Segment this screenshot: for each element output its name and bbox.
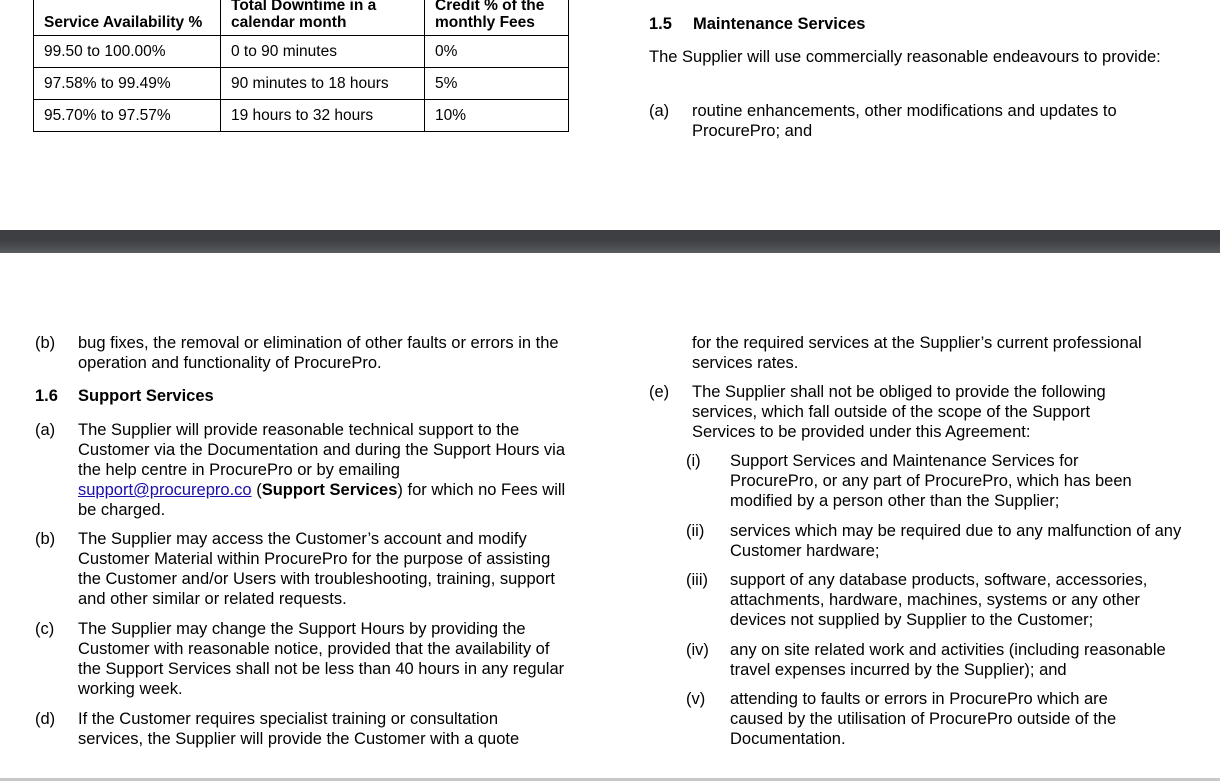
- clause-text: routine enhancements, other modifications and updates to ProcurePro; and: [692, 102, 1117, 140]
- service-availability-table: [33, 0, 569, 132]
- subclause-text: Support Services and Maintenance Services for ProcurePro, or any part of ProcurePro, which has been modified by a person other than the Supplier;: [730, 452, 1132, 510]
- subclause-text: any on site related work and activities (including reasonable travel expenses incurred by the Supplier); and: [730, 641, 1166, 679]
- table-cell: 0%: [425, 36, 569, 68]
- clause-label: (a): [649, 102, 670, 120]
- section-heading: Support Services: [78, 387, 214, 405]
- clause-label: (b): [35, 530, 56, 548]
- clause-text: The Supplier shall not be obliged to provide the following services, which fall outside of the scope of the Support Services to be provided under this Agreement:: [692, 383, 1106, 441]
- table-cell: 19 hours to 32 hours: [221, 100, 425, 132]
- subclause-text: services which may be required due to any malfunction of any Customer hardware;: [730, 522, 1182, 560]
- table-cell: 99.50 to 100.00%: [34, 36, 221, 68]
- table-header-cell: Credit % of the monthly Fees: [425, 0, 569, 36]
- page-separator: [0, 230, 1220, 253]
- clause-text: [78, 420, 578, 520]
- subclause-text: attending to faults or errors in ProcurePro which are caused by the utilisation of ProcurePro outside of the Documentation.: [730, 690, 1117, 748]
- subclause-label: (iii): [686, 571, 708, 589]
- table-header-row: [34, 0, 569, 36]
- clause-text: The Supplier may change the Support Hours by providing the Customer with reasonable notice, provided that the availability of the Support Services shall not be less than 40 hours in any regular working week.: [78, 620, 565, 698]
- document-page-top: [0, 0, 1220, 230]
- clause-label: (e): [649, 383, 670, 401]
- table-cell: 0 to 90 minutes: [221, 36, 425, 68]
- clause-text-part: The Supplier will provide reasonable technical support to the Customer via the Documentation and during the Support Hours via the help centre in ProcurePro or by emailing: [78, 421, 566, 479]
- clause-text-part: ) for which no Fees will be charged.: [78, 481, 566, 519]
- section-number: 1.5: [649, 15, 672, 33]
- document-page-bottom: [0, 253, 1220, 781]
- table-row: [34, 100, 569, 132]
- table-cell: 95.70% to 97.57%: [34, 100, 221, 132]
- subclause-label: (iv): [686, 641, 709, 659]
- table-header-cell: Total Downtime in a calendar month: [221, 0, 425, 36]
- subclause-text: support of any database products, software, accessories, attachments, hardware, machines, systems or any other devices not supplied by Supplier to the Customer;: [730, 571, 1148, 629]
- section-number: 1.6: [35, 387, 58, 405]
- table-cell: 5%: [425, 68, 569, 100]
- clause-text: bug fixes, the removal or elimination of other faults or errors in the operation and functionality of ProcurePro.: [78, 334, 559, 372]
- clause-text-part: (: [256, 481, 262, 499]
- clause-label: (a): [35, 421, 56, 439]
- table-header-cell: Service Availability %: [34, 0, 221, 36]
- subclause-label: (i): [686, 452, 701, 470]
- support-email-link[interactable]: support@procurepro.co: [78, 481, 252, 499]
- section-intro: The Supplier will use commercially reasonable endeavours to provide:: [649, 48, 1161, 66]
- clause-text: If the Customer requires specialist training or consultation services, the Supplier will provide the Customer with a quote: [78, 710, 520, 748]
- defined-term: Support Services: [261, 481, 398, 499]
- table-cell: 97.58% to 99.49%: [34, 68, 221, 100]
- clause-label: (b): [35, 334, 56, 352]
- clause-label: (d): [35, 710, 56, 728]
- section-heading: Maintenance Services: [693, 15, 866, 33]
- clause-text-continued: for the required services at the Supplier’s current professional services rates.: [692, 334, 1142, 372]
- table-cell: 90 minutes to 18 hours: [221, 68, 425, 100]
- clause-text: The Supplier may access the Customer’s account and modify Customer Material within ProcurePro for the purpose of assisting the Customer and/or Users with troubleshooting, training, support and other similar or related requests.: [78, 530, 555, 608]
- subclause-label: (ii): [686, 522, 705, 540]
- table-row: [34, 36, 569, 68]
- subclause-label: (v): [686, 690, 706, 708]
- table-row: [34, 68, 569, 100]
- clause-label: (c): [35, 620, 55, 638]
- table-cell: 10%: [425, 100, 569, 132]
